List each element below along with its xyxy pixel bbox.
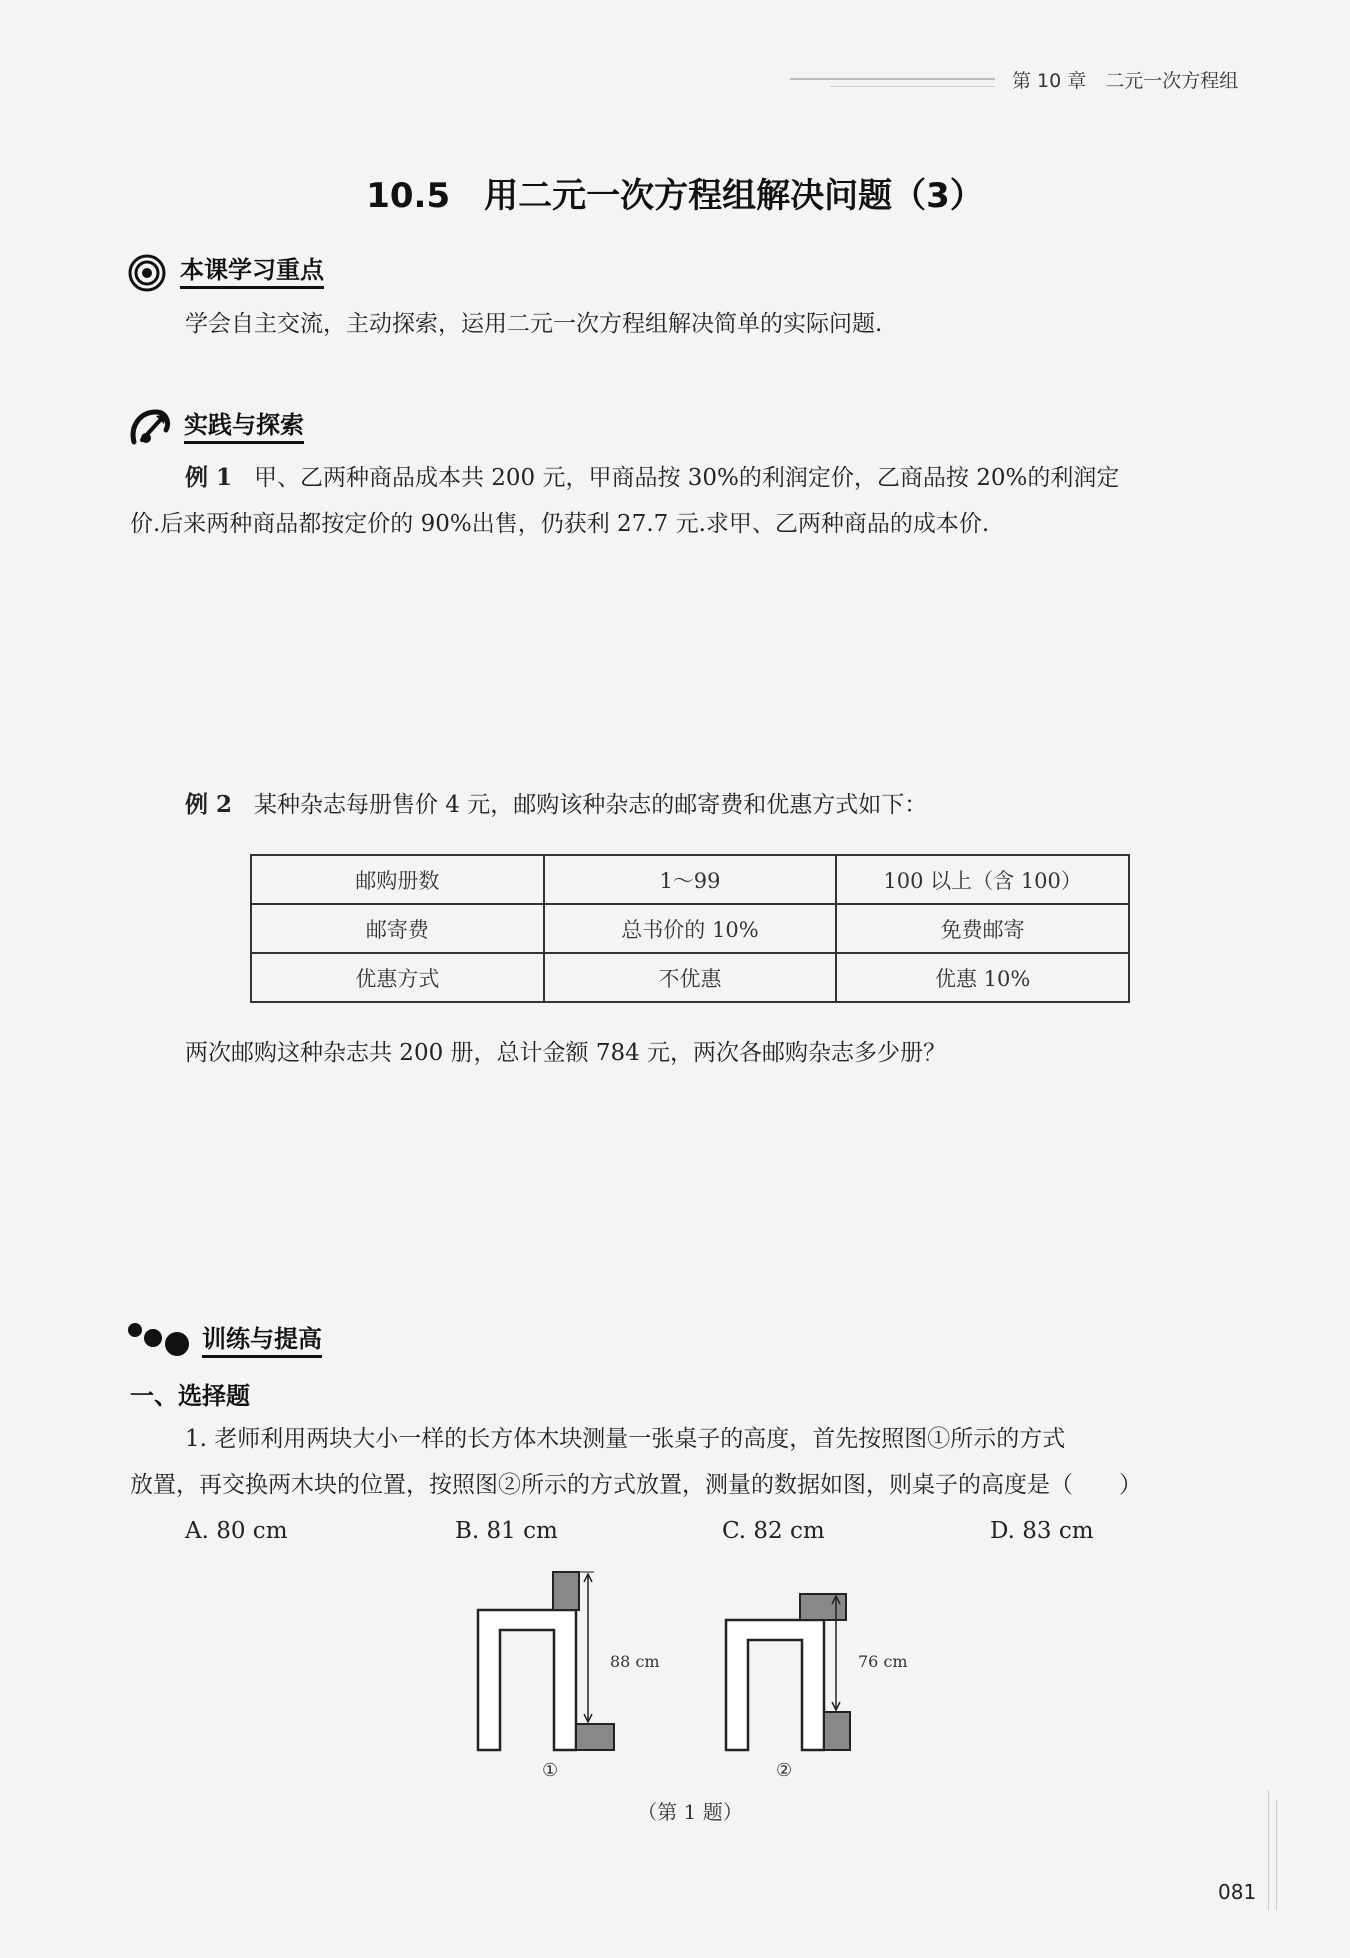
table-cell: 1～99 [544,855,837,904]
focus-heading: 本课学习重点 [180,255,324,289]
table-cell: 邮购册数 [251,855,544,904]
chapter-header: 第 10 章 二元一次方程组 [1012,70,1239,92]
example1-line2: 价.后来两种商品都按定价的 90%出售，仍获利 27.7 元.求甲、乙两种商品的成本价. [130,511,990,537]
option-b: B. 81 cm [455,1518,558,1544]
block-bottom-1 [576,1724,614,1750]
table-cell: 总书价的 10% [544,904,837,953]
table-row [251,953,1129,1002]
block-top-2 [800,1594,846,1620]
table-cell: 不优惠 [544,953,837,1002]
table-shape-2 [726,1620,824,1750]
edge-line [1276,1800,1277,1910]
q1-line1: 1. 老师利用两块大小一样的长方体木块测量一张桌子的高度，首先按照图①所示的方式 [185,1426,1066,1452]
mail-order-table [250,854,1130,1003]
figure-mark-1: ① [542,1760,559,1781]
page-title: 10.5 用二元一次方程组解决问题（3） [366,176,984,216]
q1-line2: 放置，再交换两木块的位置，按照图②所示的方式放置，测量的数据如图，则桌子的高度是（ ） [130,1472,1142,1498]
table-cell: 免费邮寄 [836,904,1129,953]
table-cell: 邮寄费 [251,904,544,953]
table-height-figure [470,1570,890,1760]
example1-label: 例 1 [185,464,233,491]
example2-label: 例 2 [185,791,233,818]
block-top-1 [553,1572,579,1610]
table-shape-1 [478,1610,576,1750]
option-c: C. 82 cm [722,1518,825,1544]
focus-text: 学会自主交流，主动探索，运用二元一次方程组解决简单的实际问题. [185,311,883,337]
edge-line [1268,1790,1269,1910]
example1-text-line1: 甲、乙两种商品成本共 200 元，甲商品按 30%的利润定价，乙商品按 20%的利润定 [253,465,1120,491]
measure-label-2: 76 cm [858,1652,908,1671]
three-dots-icon [126,1320,194,1360]
header-rule-thin [830,86,995,87]
option-d: D. 83 cm [990,1518,1094,1544]
option-a: A. 80 cm [185,1518,288,1544]
table-cell: 优惠方式 [251,953,544,1002]
table-row [251,855,1129,904]
example1-line1 [185,455,1119,501]
measure-label-1: 88 cm [610,1652,660,1671]
arrow-swirl-icon [128,406,172,446]
header-rule [790,78,995,80]
example2-intro-text: 某种杂志每册售价 4 元，邮购该种杂志的邮寄费和优惠方式如下： [253,792,928,818]
practice-heading: 实践与探索 [184,410,304,444]
example2-intro [185,782,927,828]
table-row [251,904,1129,953]
block-bottom-2 [824,1712,850,1750]
example2-question: 两次邮购这种杂志共 200 册，总计金额 784 元，两次各邮购杂志多少册？ [185,1040,947,1066]
choice-subheading: 一、选择题 [130,1382,250,1410]
target-icon [128,254,166,292]
table-cell: 100 以上（含 100） [836,855,1129,904]
training-heading: 训练与提高 [202,1324,322,1358]
figure-mark-2: ② [776,1760,793,1781]
figure-caption: （第 1 题） [637,1800,743,1824]
table-cell: 优惠 10% [836,953,1129,1002]
page-number: 081 [1218,1880,1257,1904]
